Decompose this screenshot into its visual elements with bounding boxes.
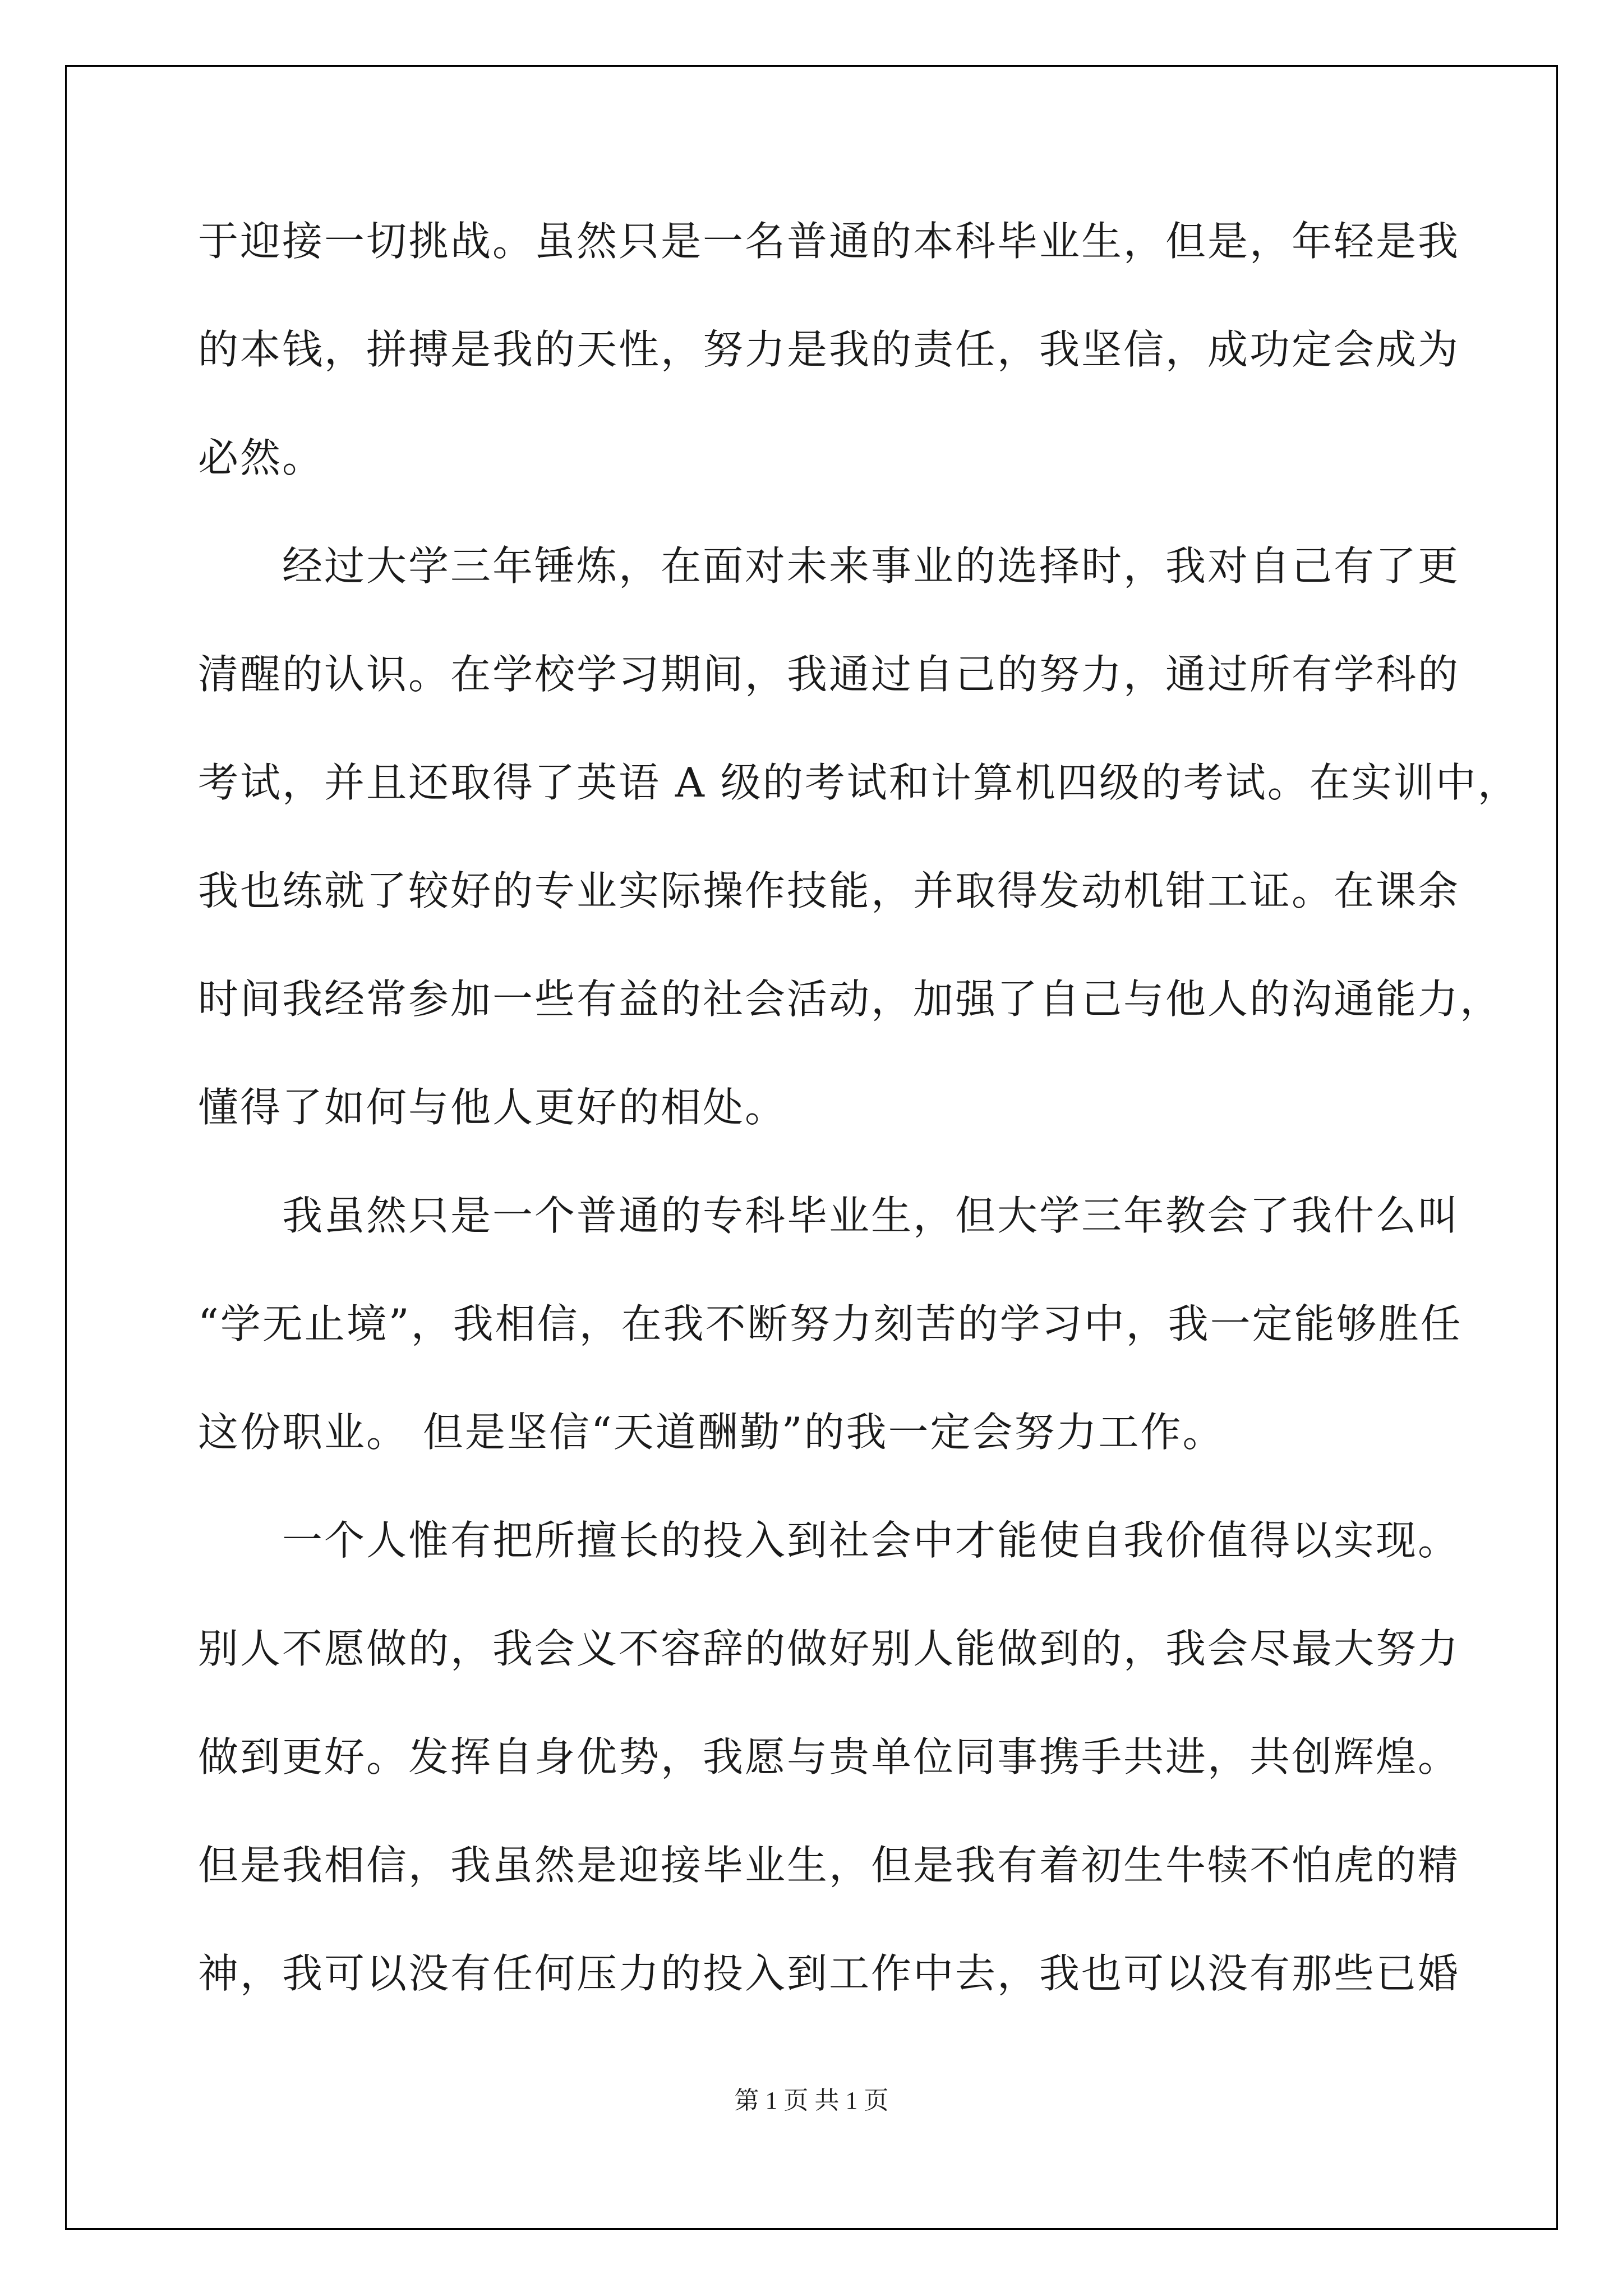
- text-line: 的本钱，拼搏是我的天性，努力是我的责任，我坚信，成功定会成为: [198, 326, 1460, 373]
- document-body: [198, 213, 1520, 2054]
- text-line: 这份职业。 但是坚信“天道酬勤”的我一定会努力工作。: [198, 1409, 1225, 1456]
- text-line: 必然。: [198, 434, 325, 481]
- text-line: 但是我相信，我虽然是迎接毕业生，但是我有着初生牛犊不怕虎的精: [198, 1842, 1460, 1889]
- page-footer: [0, 2080, 1623, 2116]
- text-line: 懂得了如何与他人更好的相处。: [198, 1084, 787, 1131]
- text-line: 考试，并且还取得了英语 A 级的考试和计算机四级的考试。在实训中，: [198, 759, 1520, 806]
- text-line: 做到更好。发挥自身优势，我愿与贵单位同事携手共进，共创辉煌。: [198, 1733, 1460, 1780]
- text-line: 清醒的认识。在学校学习期间，我通过自己的努力，通过所有学科的: [198, 651, 1460, 698]
- text-line: 神，我可以没有任何压力的投入到工作中去，我也可以没有那些已婚: [198, 1950, 1460, 1997]
- text-line: 经过大学三年锤炼，在面对未来事业的选择时，我对自己有了更: [282, 542, 1460, 590]
- text-line: 我也练就了较好的专业实际操作技能，并取得发动机钳工证。在课余: [198, 867, 1460, 914]
- page-number: 第 1 页 共 1 页: [734, 2087, 889, 2114]
- text-line: 我虽然只是一个普通的专科毕业生，但大学三年教会了我什么叫: [282, 1192, 1460, 1239]
- text-line: 别人不愿做的，我会义不容辞的做好别人能做到的，我会尽最大努力: [198, 1625, 1460, 1672]
- text-line: “学无止境”，我相信，在我不断努力刻苦的学习中，我一定能够胜任: [198, 1300, 1463, 1347]
- text-line: 时间我经常参加一些有益的社会活动，加强了自己与他人的沟通能力，: [198, 976, 1502, 1023]
- text-line: 一个人惟有把所擅长的投入到社会中才能使自我价值得以实现。: [282, 1517, 1460, 1564]
- text-line: 于迎接一切挑战。虽然只是一名普通的本科毕业生，但是，年轻是我: [198, 218, 1460, 265]
